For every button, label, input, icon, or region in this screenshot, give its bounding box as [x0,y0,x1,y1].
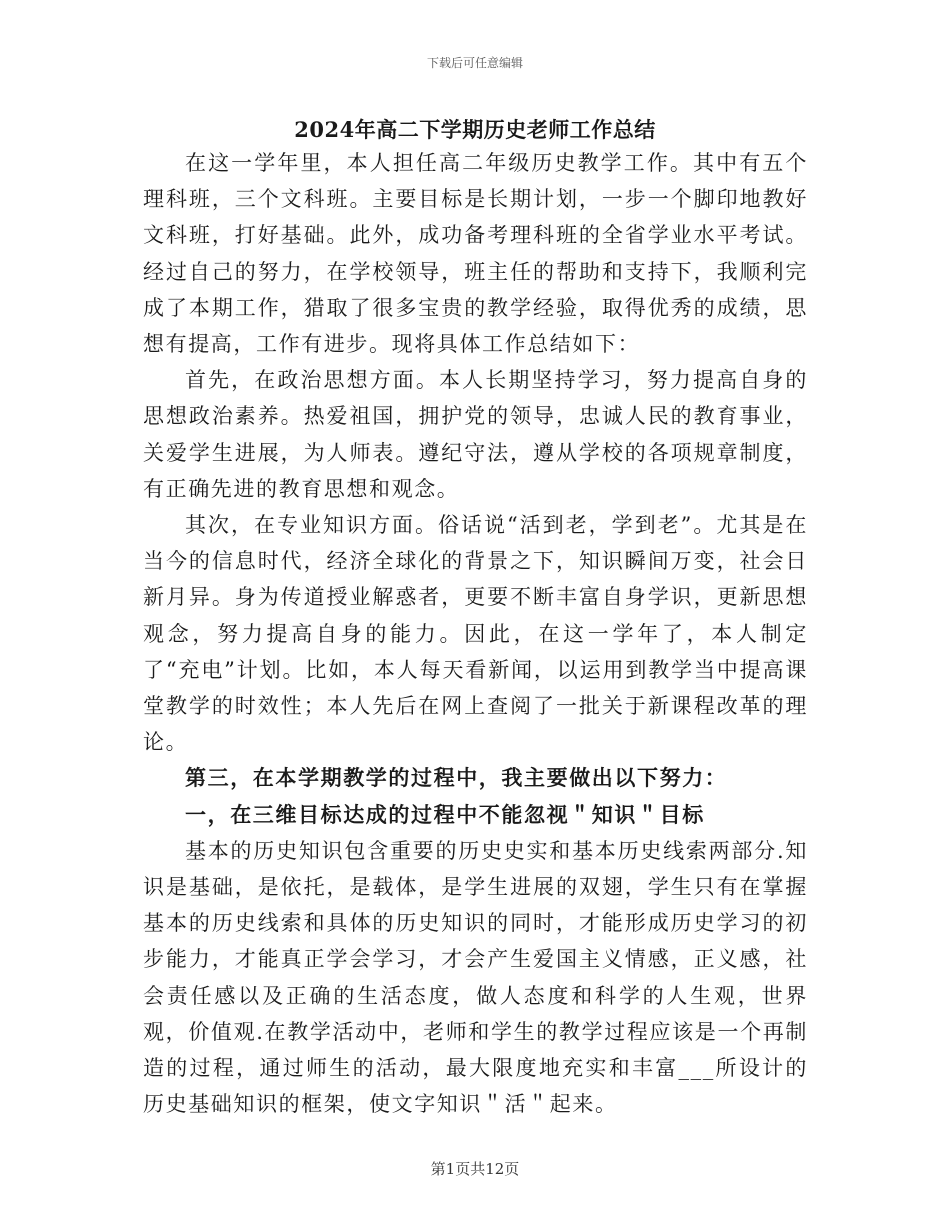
document-title: 2024年高二下学期历史老师工作总结 [294,117,656,142]
header-note: 下载后可任意编辑 [426,56,523,70]
document-body [143,145,808,1122]
paragraph: 基本的历史知识包含重要的历史史实和基本历史线索两部分.知识是基础，是依托，是载体，是学生进展的双翅，学生只有在掌握基本的历史线索和具体的历史知识的同时，才能形成历史学习的初步能力，才能真正学会学习，才会产生爱国主义情感，正义感，社会责任感以及正确的生活态度，做人态度和科学的人生观，世界观，价值观.在教学活动中，老师和学生的教学过程应该是一个再制造的过程，通过师生的活动，最大限度地充实和丰富___所设计的历史基础知识的框架，使文字知识＂活＂起来。 [143,838,808,1117]
paragraph: 首先，在政治思想方面。本人长期坚持学习，努力提高自身的思想政治素养。热爱祖国，拥护党的领导，忠诚人民的教育事业，关爱学生进展，为人师表。遵纪守法，遵从学校的各项规章制度，有正确先进的教育思想和观念。 [143,368,808,501]
section-heading: 第三，在本学期教学的过程中，我主要做出以下努力： [185,765,728,791]
paragraph: 其次，在专业知识方面。俗话说“活到老，学到老”。尤其是在当今的信息时代，经济全球化的背景之下，知识瞬间万变，社会日新月异。身为传道授业解惑者，更要不断丰富自身学识，更新思想观念，努力提高自身的能力。因此，在这一学年了，本人制定了“充电”计划。比如，本人每天看新闻，以运用到教学当中提高课堂教学的时效性；本人先后在网上查阅了一批关于新课程改革的理论。 [143,513,808,755]
paragraph: 在这一学年里，本人担任高二年级历史教学工作。其中有五个理科班，三个文科班。主要目标是长期计划，一步一个脚印地教好文科班，打好基础。此外，成功备考理科班的全省学业水平考试。经过自己的努力，在学校领导，班主任的帮助和支持下，我顺利完成了本期工作，猎取了很多宝贵的教学经验，取得优秀的成绩，思想有提高，工作有进步。现将具体工作总结如下： [143,151,808,357]
page-number-footer: 第1页共12页 [430,1160,520,1178]
subsection-heading: 一，在三维目标达成的过程中不能忽视＂知识＂目标 [185,801,705,827]
